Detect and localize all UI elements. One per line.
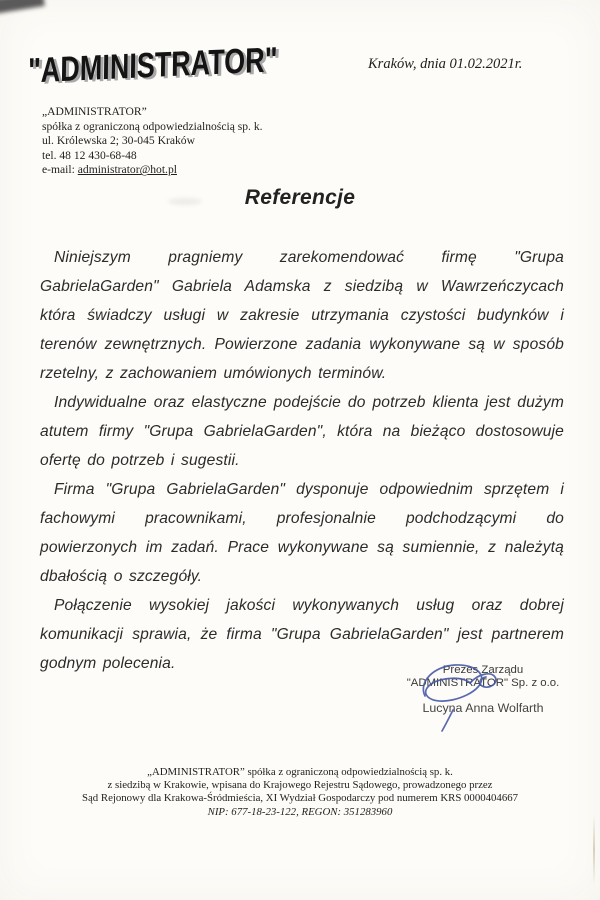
scan-artifact-corner (0, 0, 45, 14)
scan-artifact-edge (593, 815, 595, 885)
letterhead-email-row (42, 163, 263, 178)
footer-line: z siedzibą w Krakowie, wpisana do Krajowego Rejestru Sądowego, prowadzonego przez (107, 779, 493, 792)
signature-title-line: Prezes Zarządu (442, 664, 524, 676)
letter-title: Referencje (244, 186, 356, 209)
letter-paragraph: Połączenie wysokiej jakości wykonywanych usług oraz dobrej komunikacji sprawia, że firma "Grupa GabrielaGarden" jest partnerem godnym polecenia. (40, 597, 564, 672)
letter-paragraph: Indywidualne oraz elastyczne podejście do potrzeb klienta jest dużym atutem firmy "Grupa GabrielaGarden", która na bieżąco dostosowuje ofertę do potrzeb i sugestii. (40, 394, 564, 469)
footer-block (0, 766, 600, 819)
email-label: e-mail: (42, 163, 75, 177)
letterhead-address: ul. Królewska 2; 30-045 Kraków (42, 134, 195, 148)
signature-company-line: "ADMINISTRATOR" Sp. z o.o. (406, 677, 560, 690)
footer-line: „ADMINISTRATOR” spółka z ograniczoną odpowiedzialnością sp. k. (147, 766, 453, 778)
footer-line-nip: NIP: 677-18-23-122, REGON: 351283960 (207, 805, 393, 818)
letter-paragraph: Niniejszym pragniemy zarekomendować firmę "Grupa GabrielaGarden" Gabriela Adamska z siedzibą w Wawrzeńczycach która świadczy usługi w zakresie utrzymania czystości budynków i terenów zewnętrznych. Powierzone zadania wykonywane są w sposób rzetelny, z zachowaniem umówionych terminów. (40, 249, 564, 382)
company-logo: "ADMINISTRATOR" (27, 40, 278, 91)
letter-body (40, 243, 564, 678)
date-line: Kraków, dnia 01.02.2021r. (368, 56, 523, 72)
letterhead-company-name: „ADMINISTRATOR” (42, 105, 147, 118)
signatory-name: Lucyna Anna Wolfarth (422, 700, 544, 715)
footer-line: Sąd Rejonowy dla Krakowa-Śródmieścia, XI Wydział Gospodarczy pod numerem KRS 0000404667 (81, 792, 519, 805)
email-link[interactable]: administrator@hot.pl (77, 163, 177, 177)
signature-block (376, 664, 590, 715)
letterhead-block (42, 105, 263, 178)
letterhead-phone: tel. 48 12 430-68-48 (42, 148, 137, 162)
letter-paragraph: Firma "Grupa GabrielaGarden" dysponuje odpowiednim sprzętem i fachowymi pracownikami, profesjonalnie podchodzącymi do powierzonych im zadań. Prace wykonywane są sumiennie, z należytą dbałością o szczegóły. (40, 481, 564, 585)
letterhead-legal-form: spółka z ograniczoną odpowiedzialnością sp. k. (42, 119, 263, 133)
